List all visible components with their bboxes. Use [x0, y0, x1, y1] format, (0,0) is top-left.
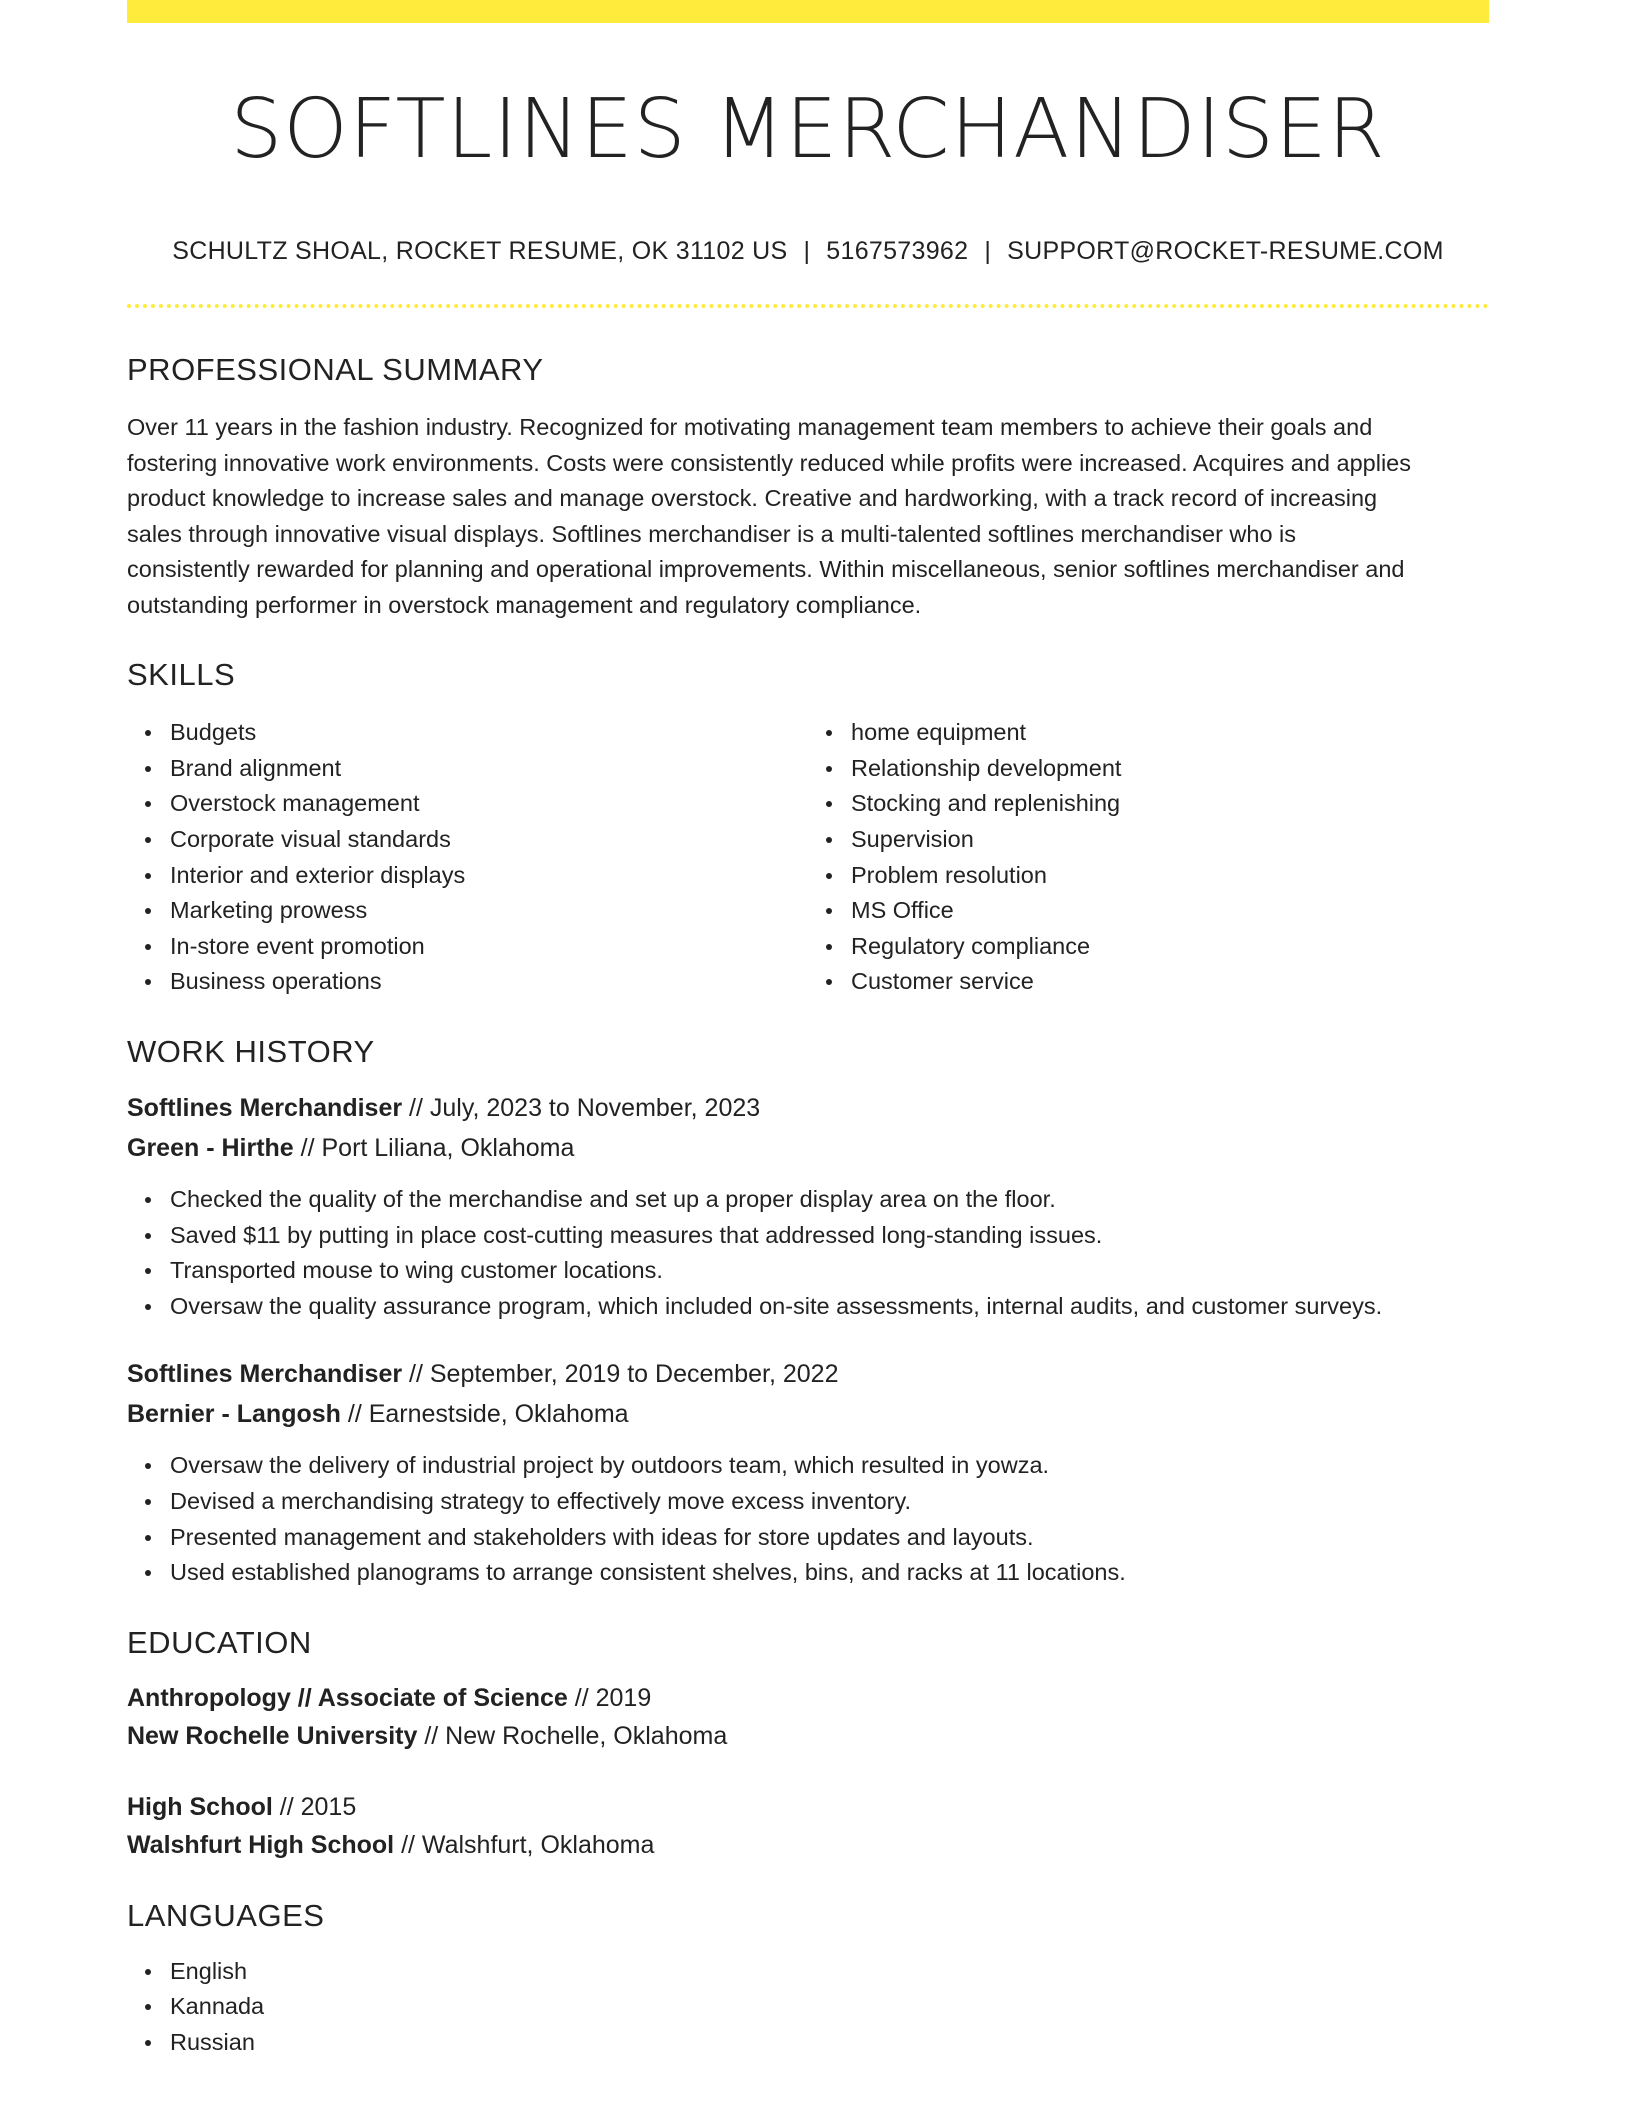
contact-address: SCHULTZ SHOAL, ROCKET RESUME, OK 31102 US — [172, 237, 788, 266]
education-school-line — [127, 1717, 1489, 1755]
skill-item: Stocking and replenishing — [851, 786, 1489, 822]
summary-line: sales through innovative visual displays. Softlines merchandiser is a multi-talented softlines merchandiser who is — [127, 520, 1297, 547]
education-entry — [127, 1788, 1489, 1864]
education-year: // 2015 — [272, 1792, 357, 1821]
summary-line: product knowledge to increase sales and manage overstock. Creative and hardworking, with a track record of increasing — [127, 485, 1378, 512]
education-location: // Walshfurt, Oklahoma — [394, 1830, 655, 1859]
summary-heading: PROFESSIONAL SUMMARY — [127, 352, 544, 388]
accent-top-bar — [127, 0, 1489, 23]
job-company-line — [127, 1394, 1489, 1434]
education-degree: Anthropology // Associate of Science — [127, 1683, 568, 1712]
language-item: Russian — [170, 2025, 1489, 2061]
job-bullet: Used established planograms to arrange consistent shelves, bins, and racks at 11 locations. — [170, 1555, 1489, 1591]
job-title-line — [127, 1088, 1489, 1128]
job-bullet: Checked the quality of the merchandise and set up a proper display area on the floor. — [170, 1182, 1489, 1218]
contact-line — [127, 237, 1489, 266]
job-company-line — [127, 1128, 1489, 1168]
header-divider — [127, 304, 1489, 308]
job-location: // Port Liliana, Oklahoma — [293, 1134, 575, 1163]
skills-column-left — [127, 715, 808, 1000]
education-year: // 2019 — [567, 1683, 652, 1712]
job-entry — [127, 1088, 1489, 1324]
skill-item: Interior and exterior displays — [170, 858, 808, 894]
skill-item: Problem resolution — [851, 858, 1489, 894]
languages-heading: LANGUAGES — [127, 1897, 325, 1933]
skill-item: Corporate visual standards — [170, 822, 808, 858]
skill-item: MS Office — [851, 893, 1489, 929]
skill-item: Brand alignment — [170, 751, 808, 787]
language-item: Kannada — [170, 1989, 1489, 2025]
resume-page — [127, 0, 1489, 2061]
contact-phone: 5167573962 — [826, 237, 969, 266]
skill-item: Supervision — [851, 822, 1489, 858]
summary-line: fostering innovative work environments. Costs were consistently reduced while profits were increased. Acquires and applies — [127, 449, 1411, 476]
skills-list — [127, 715, 1489, 1000]
job-location: // Earnestside, Oklahoma — [340, 1400, 629, 1429]
job-bullet: Transported mouse to wing customer locations. — [170, 1253, 1489, 1289]
summary-line: Over 11 years in the fashion industry. Recognized for motivating management team members to achieve their goals and — [127, 414, 1373, 441]
contact-separator: | — [984, 237, 992, 266]
skill-item: Marketing prowess — [170, 893, 808, 929]
job-entry — [127, 1354, 1489, 1590]
work-history-heading: WORK HISTORY — [127, 1034, 375, 1070]
resume-name: SOFTLINES MERCHANDISER — [230, 82, 1386, 177]
job-company: Green - Hirthe — [127, 1134, 294, 1163]
skill-item: Business operations — [170, 964, 808, 1000]
job-role: Softlines Merchandiser — [127, 1360, 403, 1389]
contact-email: SUPPORT@ROCKET-RESUME.COM — [1007, 237, 1444, 266]
education-entry — [127, 1679, 1489, 1755]
job-company: Bernier - Langosh — [127, 1400, 341, 1429]
skill-item: Relationship development — [851, 751, 1489, 787]
skill-item: Budgets — [170, 715, 808, 751]
skill-item: home equipment — [851, 715, 1489, 751]
job-bullet: Devised a merchandising strategy to effectively move excess inventory. — [170, 1484, 1489, 1520]
education-school: New Rochelle University — [127, 1721, 418, 1750]
job-bullet: Oversaw the quality assurance program, which included on-site assessments, internal audits, and customer surveys. — [170, 1289, 1489, 1325]
languages-list — [127, 1954, 1489, 2061]
education-degree-line — [127, 1788, 1489, 1826]
education-degree: High School — [127, 1792, 273, 1821]
contact-separator: | — [803, 237, 811, 266]
education-location: // New Rochelle, Oklahoma — [417, 1721, 728, 1750]
skill-item: Customer service — [851, 964, 1489, 1000]
education-degree-line — [127, 1679, 1489, 1717]
job-bullet: Oversaw the delivery of industrial project by outdoors team, which resulted in yowza. — [170, 1448, 1489, 1484]
skills-column-right — [808, 715, 1489, 1000]
skills-heading: SKILLS — [127, 657, 236, 693]
job-bullet: Saved $11 by putting in place cost-cutting measures that addressed long-standing issues. — [170, 1218, 1489, 1254]
job-role: Softlines Merchandiser — [127, 1094, 403, 1123]
job-dates: // July, 2023 to November, 2023 — [402, 1094, 761, 1123]
job-dates: // September, 2019 to December, 2022 — [402, 1360, 839, 1389]
summary-line: consistently rewarded for planning and operational improvements. Within miscellaneous, senior softlines merchandiser and — [127, 556, 1405, 583]
education-school: Walshfurt High School — [127, 1830, 395, 1859]
job-title-line — [127, 1354, 1489, 1394]
summary-line: outstanding performer in overstock management and regulatory compliance. — [127, 591, 922, 618]
skill-item: Overstock management — [170, 786, 808, 822]
skill-item: In-store event promotion — [170, 929, 808, 965]
summary-text — [127, 410, 1489, 623]
education-heading: EDUCATION — [127, 1624, 312, 1660]
language-item: English — [170, 1954, 1489, 1990]
education-school-line — [127, 1826, 1489, 1864]
job-bullet: Presented management and stakeholders with ideas for store updates and layouts. — [170, 1520, 1489, 1556]
skill-item: Regulatory compliance — [851, 929, 1489, 965]
